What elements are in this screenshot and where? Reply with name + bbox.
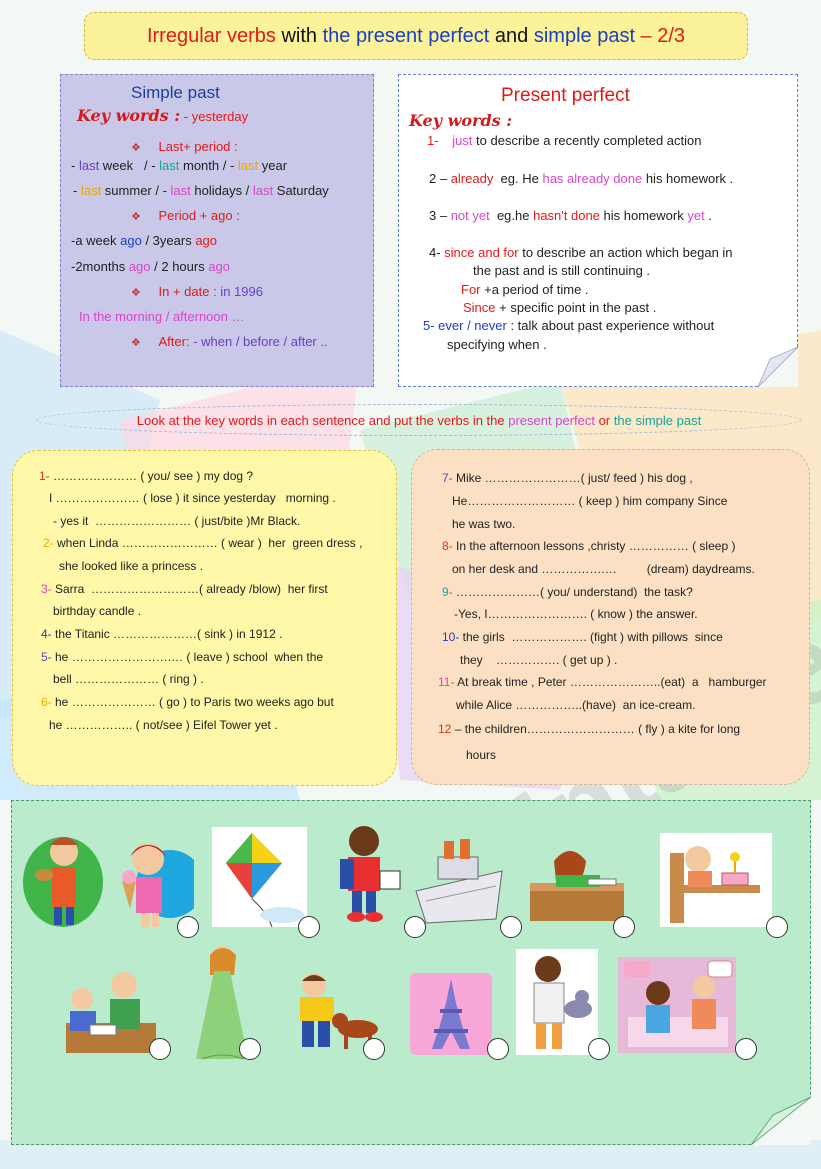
text: - [73, 183, 81, 198]
exercise-text: the Titanic …………………( sink ) in 1912 . [51, 627, 283, 641]
girl-ice-cream-picture [108, 829, 194, 929]
text: since and for [444, 245, 519, 260]
text: month / - [179, 158, 238, 173]
title-part-number: – 2/3 [635, 24, 686, 47]
exercise-number: 5- [41, 650, 52, 664]
exercise-text: ………………… ( you/ see ) my dog ? [49, 469, 254, 483]
text: his homework . [642, 171, 734, 186]
instruction-present-perfect: present perfect [508, 412, 595, 428]
text: 2 – [429, 171, 451, 186]
instruction-simple-past: the simple past [613, 412, 702, 428]
exercise-line [41, 695, 334, 709]
exercise-line [53, 604, 141, 618]
exercise-text: hours [466, 748, 497, 762]
exercise-text: - yes it …………………… ( just/bite )Mr Black. [53, 514, 301, 528]
text: For [461, 282, 481, 297]
text: -a week [71, 233, 121, 248]
text: / 3years [141, 233, 196, 248]
ship-titanic-picture [412, 831, 507, 926]
text: : talk about past experience without [506, 318, 715, 333]
text: 5- [423, 318, 439, 333]
exercise-text: he …………….. ( not/see ) Eifel Tower yet . [49, 718, 278, 732]
instruction-text: Look at the key words in each sentence and put the verbs in the [136, 412, 509, 428]
text: last [252, 183, 274, 198]
exercise-text: he was two. [452, 517, 516, 531]
exercise-text: In the afternoon lessons ,christy …………… ( sleep ) [452, 539, 736, 553]
sp-after-label: After: [158, 334, 194, 349]
exercise-line [53, 514, 300, 528]
text: hasn't done [533, 208, 600, 223]
exercise-line [442, 539, 735, 553]
title-part-irregular-verbs: Irregular verbs [146, 24, 276, 47]
text: / - [136, 158, 160, 173]
sp-ago-line-2 [71, 259, 230, 274]
text: last [80, 183, 102, 198]
text: ago [195, 233, 218, 248]
exercise-line [452, 494, 727, 508]
exercise-number: 4- [41, 627, 52, 641]
exercise-line [49, 491, 336, 505]
answer-circle[interactable] [487, 1038, 509, 1060]
sp-last-line-2 [73, 183, 329, 198]
text: ago [128, 259, 151, 274]
pp-since-row [463, 300, 656, 315]
simple-past-heading: Simple past [131, 83, 220, 102]
kite-picture [212, 827, 307, 927]
exercise-text: bell ………………… ( ring ) . [53, 672, 204, 686]
sp-after-row [131, 334, 328, 349]
exercise-number: 8- [442, 539, 453, 553]
text: last [237, 158, 259, 173]
exercise-line [452, 517, 515, 531]
text: ago [120, 233, 142, 248]
exercise-text: He……………………… ( keep ) him company Since [452, 494, 728, 508]
exercise-text: -Yes, I……………………. ( know ) the answer. [454, 607, 698, 621]
text: week [99, 158, 137, 173]
text: ever / never [438, 318, 507, 333]
text: last [159, 158, 180, 173]
exercise-line [456, 698, 695, 712]
answer-circle[interactable] [239, 1038, 261, 1060]
pp-keyword-3 [429, 208, 712, 223]
exercise-number: 9- [442, 585, 453, 599]
boy-school-bag-picture [334, 819, 406, 924]
sp-period-ago: Period + ago : [158, 208, 240, 223]
text: has already done [542, 171, 643, 186]
text: Since [463, 300, 496, 315]
bullet-icon: ❖ [131, 211, 141, 223]
answer-circle[interactable] [177, 916, 199, 938]
answer-circle[interactable] [149, 1038, 171, 1060]
answer-circle[interactable] [735, 1038, 757, 1060]
sp-in-date-row [131, 284, 263, 299]
text: already [450, 171, 494, 186]
sp-in-morning: In the morning / afternoon … [79, 309, 245, 324]
exercise-line [466, 748, 496, 762]
exercise-line [452, 562, 755, 576]
exercise-text: birthday candle . [53, 604, 142, 618]
title-part-and: and [489, 24, 534, 47]
exercise-text: on her desk and …………….… (dream) daydreams. [452, 562, 755, 576]
exercise-line [49, 718, 278, 732]
family-reading-picture [54, 963, 162, 1063]
pp-keyword-5 [423, 318, 714, 333]
text: his homework [599, 208, 688, 223]
instruction-or: or [594, 412, 614, 428]
page-curl-icon [751, 1097, 811, 1145]
text: just [452, 133, 473, 148]
sp-keywords-row [77, 106, 248, 125]
exercise-number: 10- [442, 630, 460, 644]
text: ago [208, 259, 231, 274]
sp-period-ago-row [131, 208, 240, 223]
boy-eating-hamburger-picture [22, 827, 104, 927]
exercises-left [12, 450, 397, 786]
pp-keywords-label: Key words : [409, 111, 513, 130]
answer-circle[interactable] [298, 916, 320, 938]
exercise-line [438, 675, 767, 689]
exercise-text: At break time , Peter …………………..(eat) a hamburger [454, 675, 767, 689]
text: to describe a recently completed action [472, 133, 702, 148]
text: / 2 hours [150, 259, 209, 274]
text: . [704, 208, 712, 223]
title-part-present-perfect: the present perfect [322, 24, 490, 47]
answer-circle[interactable] [500, 916, 522, 938]
text: to describe an action which began in [518, 245, 733, 260]
sp-last-line-1 [71, 158, 287, 173]
exercise-line [438, 722, 740, 736]
pp-keyword-4-line-2: the past and is still continuing . [473, 263, 651, 278]
text: - [71, 158, 79, 173]
sp-last-period: Last+ period : [158, 139, 238, 154]
pp-keyword-5-line-2: specifying when . [447, 337, 547, 352]
bullet-icon: ❖ [131, 142, 141, 154]
exercise-text: he ………………… ( go ) to Paris two weeks ago but [51, 695, 334, 709]
text: +a period of time . [480, 282, 589, 297]
sp-yesterday: - yesterday [183, 109, 249, 124]
exercise-number: 1- [39, 469, 50, 483]
exercise-number: 2- [43, 536, 54, 550]
man-and-dog-picture [516, 949, 598, 1055]
page-curl-icon [758, 347, 798, 387]
exercise-line [53, 672, 204, 686]
exercise-text: …………………( you/ understand) the task? [452, 585, 693, 599]
text: + specific point in the past . [495, 300, 657, 315]
exercise-line [59, 559, 203, 573]
present-perfect-box [398, 74, 798, 387]
exercise-text: while Alice ……………..(have) an ice-cream. [456, 698, 696, 712]
exercise-line [41, 627, 282, 641]
girl-sleeping-desk-picture [526, 837, 626, 927]
answer-circle[interactable] [588, 1038, 610, 1060]
title-part-with: with [275, 24, 323, 47]
exercise-text: he …………………….… ( leave ) school when the [51, 650, 324, 664]
eiffel-tower-picture [410, 973, 492, 1055]
exercise-line [41, 650, 323, 664]
exercise-number: 3- [41, 582, 52, 596]
pp-for-row [461, 282, 589, 297]
exercise-number: 7- [442, 471, 453, 485]
sp-ago-line-1 [71, 233, 217, 248]
exercise-line [442, 630, 723, 644]
answer-circle[interactable] [363, 1038, 385, 1060]
exercise-line [454, 607, 698, 621]
exercise-text: Mike ……………………( just/ feed ) his dog , [452, 471, 693, 485]
exercise-line [442, 585, 693, 599]
picture-matching-area [11, 800, 811, 1145]
exercise-text: – the children……………………… ( fly ) a kite for long [451, 722, 741, 736]
exercise-number: 6- [41, 695, 52, 709]
bullet-icon: ❖ [131, 337, 141, 349]
exercise-line [43, 536, 362, 550]
sp-in-date: In + date : [158, 284, 217, 299]
exercise-line [460, 653, 617, 667]
instruction [36, 404, 802, 436]
answer-circle[interactable] [404, 916, 426, 938]
text: last [78, 158, 100, 173]
bullet-icon: ❖ [131, 287, 141, 299]
exercise-line [442, 471, 693, 485]
sp-last-period-row [131, 139, 238, 154]
exercise-line [39, 469, 253, 483]
exercise-text: the girls ………………. (fight ) with pillows since [459, 630, 723, 644]
exercise-text: I ………………… ( lose ) it since yesterday morning . [49, 491, 336, 505]
text: eg.he [489, 208, 534, 223]
text: not yet [450, 208, 490, 223]
text: holidays / [190, 183, 253, 198]
answer-circle[interactable] [613, 916, 635, 938]
simple-past-box [60, 74, 374, 387]
sp-after-words: - when / before / after .. [193, 334, 328, 349]
answer-circle[interactable] [766, 916, 788, 938]
sp-keywords-label: Key words : [77, 106, 181, 125]
exercise-number: 12 [438, 722, 452, 736]
exercise-text: when Linda …………………… ( wear ) her green dress , [53, 536, 363, 550]
text: year [258, 158, 288, 173]
text: eg. He [493, 171, 543, 186]
exercise-text: Sarra ………………………( already /blow) her first [51, 582, 328, 596]
sp-in-year: in 1996 [216, 284, 263, 299]
present-perfect-heading: Present perfect [501, 85, 630, 106]
baby-birthday-cake-picture [660, 833, 772, 927]
text: 1- [427, 133, 439, 148]
text: summer / - [101, 183, 171, 198]
pp-keyword-1 [427, 133, 702, 148]
text: last [170, 183, 191, 198]
exercise-number: 11- [438, 675, 455, 689]
girls-pillow-fight-picture [618, 957, 736, 1053]
text: Saturday [273, 183, 329, 198]
text: 4- [429, 245, 445, 260]
pp-keyword-2 [429, 171, 733, 186]
exercise-line [41, 582, 328, 596]
title-part-simple-past: simple past [533, 24, 635, 47]
page-title [84, 12, 748, 60]
text: 3 – [429, 208, 451, 223]
exercise-text: they ……………. ( get up ) . [460, 653, 618, 667]
exercises-right [411, 449, 810, 785]
exercise-text: she looked like a princess . [59, 559, 204, 573]
text: yet [687, 208, 705, 223]
text: -2months [71, 259, 129, 274]
pp-keyword-4 [429, 245, 733, 260]
